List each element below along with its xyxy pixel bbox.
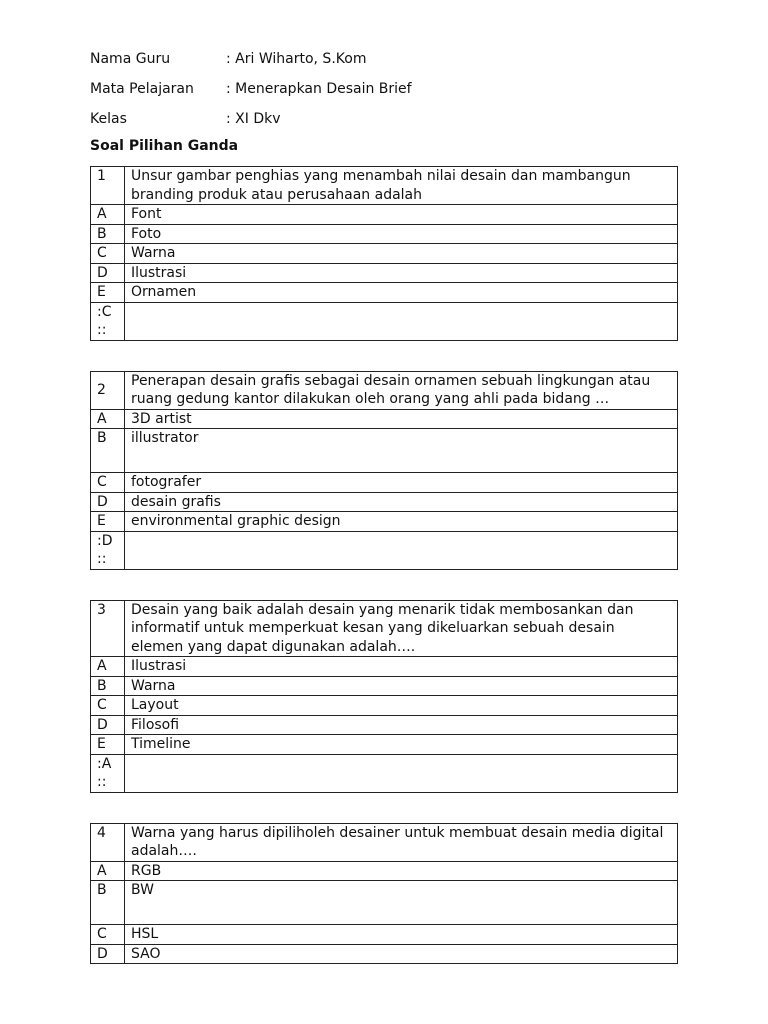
option-row-a [91,205,678,225]
option-text: Ilustrasi [125,657,678,677]
question-text: Desain yang baik adalah desain yang menarik tidak membosankan dan informatif untuk memperkuat kesan yang dikeluarkan sebuah desain elemen yang dapat digunakan adalah…. [125,600,678,657]
answer-row [91,754,678,792]
answer-key [91,531,125,569]
answer-key-line2: :: [97,551,107,567]
class-row [90,104,678,134]
option-letter: A [91,657,125,677]
subject-value: : Menerapkan Desain Brief [226,81,412,97]
option-text: HSL [125,925,678,945]
answer-key-line1: :D [97,532,113,549]
option-letter: B [91,881,125,925]
option-text: SAO [125,944,678,964]
answer-key [91,302,125,340]
option-text: Filosofi [125,715,678,735]
option-text: fotografer [125,473,678,493]
option-letter: A [91,409,125,429]
option-row-c [91,244,678,264]
option-letter: E [91,735,125,755]
question-number: 1 [91,167,125,205]
option-row-b [91,429,678,473]
answer-blank-cell [125,754,678,792]
option-letter: D [91,715,125,735]
option-row-c [91,696,678,716]
section-title: Soal Pilihan Ganda [90,138,239,154]
answer-row [91,531,678,569]
option-text: Warna [125,244,678,264]
option-row-e [91,283,678,303]
option-text: environmental graphic design [125,512,678,532]
option-letter: C [91,244,125,264]
option-text: illustrator [125,429,678,473]
option-letter: C [91,473,125,493]
option-row-b [91,881,678,925]
option-letter: C [91,925,125,945]
option-row-e [91,735,678,755]
option-letter: B [91,224,125,244]
question-table-1 [90,166,678,341]
teacher-name-label: Nama Guru [90,51,171,67]
subject-row [90,74,678,104]
answer-key-line1: :A [97,755,112,772]
option-text: Foto [125,224,678,244]
option-letter: D [91,944,125,964]
option-text: Ornamen [125,283,678,303]
option-text: desain grafis [125,492,678,512]
class-label: Kelas [90,111,127,127]
option-row-a [91,657,678,677]
teacher-name-value: : Ari Wiharto, S.Kom [226,51,367,67]
question-table-2 [90,371,678,570]
option-row-d [91,944,678,964]
answer-blank-cell [125,302,678,340]
option-letter: D [91,492,125,512]
question-row [91,823,678,861]
answer-key-line2: :: [97,774,107,790]
option-letter: D [91,263,125,283]
teacher-name-row [90,44,678,74]
question-row [91,167,678,205]
option-row-d [91,263,678,283]
option-text: 3D artist [125,409,678,429]
option-letter: C [91,696,125,716]
option-row-e [91,512,678,532]
option-text: Ilustrasi [125,263,678,283]
question-number: 2 [91,371,125,409]
question-number: 3 [91,600,125,657]
option-letter: B [91,429,125,473]
question-text: Warna yang harus dipiliholeh desainer untuk membuat desain media digital adalah…. [125,823,678,861]
subject-label: Mata Pelajaran [90,81,194,97]
option-row-d [91,715,678,735]
option-row-c [91,925,678,945]
option-text: Layout [125,696,678,716]
question-text: Penerapan desain grafis sebagai desain ornamen sebuah lingkungan atau ruang gedung kantor dilakukan oleh orang yang ahli pada bidang … [125,371,678,409]
option-letter: E [91,283,125,303]
answer-key-line1: :C [97,303,112,320]
question-number: 4 [91,823,125,861]
question-table-4 [90,823,678,965]
class-value: : XI Dkv [226,111,281,127]
option-row-b [91,224,678,244]
option-text: BW [125,881,678,925]
option-letter: B [91,676,125,696]
option-letter: E [91,512,125,532]
option-row-a [91,409,678,429]
answer-blank-cell [125,531,678,569]
answer-row [91,302,678,340]
option-letter: A [91,205,125,225]
option-row-a [91,861,678,881]
answer-key [91,754,125,792]
option-row-c [91,473,678,493]
question-table-3 [90,600,678,793]
question-row [91,600,678,657]
option-text: RGB [125,861,678,881]
document-page [90,44,678,994]
answer-key-line2: :: [97,322,107,338]
option-letter: A [91,861,125,881]
option-text: Font [125,205,678,225]
option-row-b [91,676,678,696]
option-text: Timeline [125,735,678,755]
option-text: Warna [125,676,678,696]
question-row [91,371,678,409]
option-row-d [91,492,678,512]
question-text: Unsur gambar penghias yang menambah nilai desain dan mambangun branding produk atau perusahaan adalah [125,167,678,205]
